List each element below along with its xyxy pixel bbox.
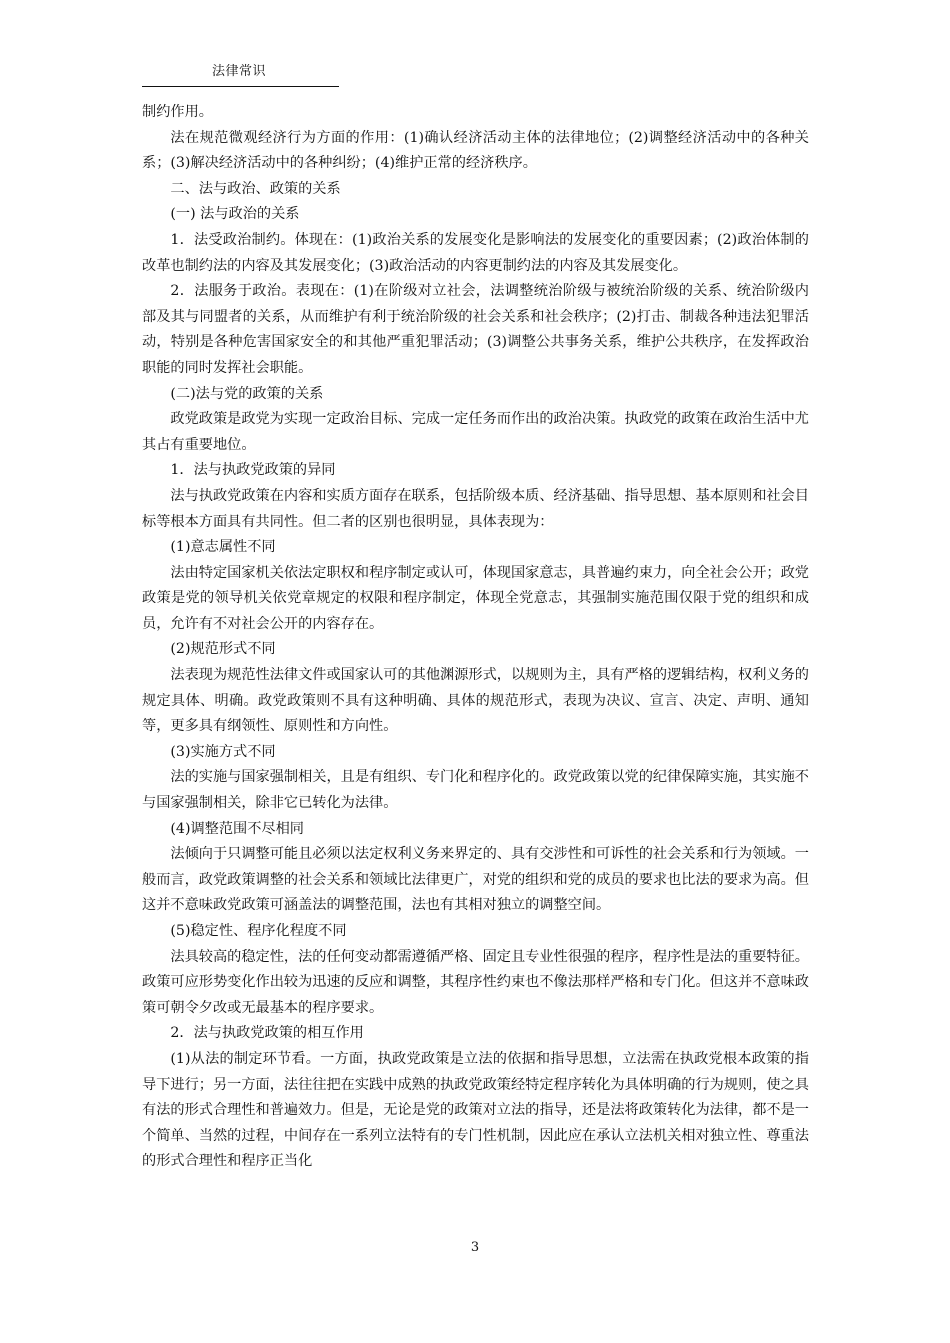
paragraph: (二)法与党的政策的关系 bbox=[170, 385, 324, 402]
paragraph: 法在规范微观经济行为方面的作用：(1)确认经济活动主体的法律地位；(2)调整经济活动中的各种关系；(3)解决经济活动中的各种纠纷；(4)维护正常的经济秩序。 bbox=[142, 129, 809, 172]
paragraph: 法由特定国家机关依法定职权和程序制定或认可，体现国家意志，具普遍约束力，向全社会公开；政党政策是党的领导机关依党章规定的权限和程序制定，体现全党意志，其强制实施范围仅限于党的组织和成员，允许有不对社会公开的内容存在。 bbox=[142, 564, 809, 632]
paragraph: (3)实施方式不同 bbox=[170, 743, 276, 760]
paragraph: 2．法与执政党政策的相互作用 bbox=[170, 1025, 364, 1042]
paragraph: 法具较高的稳定性，法的任何变动都需遵循严格、固定且专业性很强的程序，程序性是法的重要特征。政策可应形势变化作出较为迅速的反应和调整，其程序性约束也不像法那样严格和专门化。但这并不意味政策可朝令夕改或无最基本的程序要求。 bbox=[142, 948, 809, 1016]
paragraph: (1)从法的制定环节看。一方面，执政党政策是立法的依据和指导思想，立法需在执政党根本政策的指导下进行；另一方面，法往往把在实践中成熟的执政党政策经特定程序转化为具体明确的行为规则，使之具有法的形式合理性和普遍效力。但是，无论是党的政策对立法的指导，还是法将政策转化为法律，都不是一个简单、当然的过程，中间存在一系列立法特有的专门性机制，因此应在承认立法机关相对独立性、尊重法的形式合理性和程序正当化 bbox=[142, 1050, 809, 1170]
document-body bbox=[142, 100, 809, 1175]
paragraph: 政党政策是政党为实现一定政治目标、完成一定任务而作出的政治决策。执政党的政策在政治生活中尤其占有重要地位。 bbox=[142, 411, 809, 453]
page-number: 3 bbox=[470, 1240, 480, 1255]
paragraph: (2)规范形式不同 bbox=[170, 641, 276, 658]
paragraph: (5)稳定性、程序化程度不同 bbox=[170, 923, 347, 939]
paragraph: 1．法与执政党政策的异同 bbox=[170, 462, 336, 479]
page-header bbox=[142, 64, 339, 87]
paragraph: 二、法与政治、政策的关系 bbox=[170, 180, 341, 197]
paragraph: (一) 法与政治的关系 bbox=[170, 206, 300, 223]
paragraph: (4)调整范围不尽相同 bbox=[170, 820, 304, 837]
paragraph: 1．法受政治制约。体现在：(1)政治关系的发展变化是影响法的发展变化的重要因素；(2)政治体制的改革也制约法的内容及其发展变化；(3)政治活动的内容更制约法的内容及其发展变化。 bbox=[142, 231, 809, 274]
paragraph: 2．法服务于政治。表现在：(1)在阶级对立社会，法调整统治阶级与被统治阶级的关系、统治阶级内部及其与同盟者的关系，从而维护有利于统治阶级的社会关系和社会秩序；(2)打击、制裁各种违法犯罪活动，特别是各种危害国家安全的和其他严重犯罪活动；(3)调整公共事务关系，维护公共秩序，在发挥政治职能的同时发挥社会职能。 bbox=[142, 283, 809, 376]
header-title: 法律常识 bbox=[212, 64, 267, 79]
paragraph: 法表现为规范性法律文件或国家认可的其他渊源形式，以规则为主，具有严格的逻辑结构，权利义务的规定具体、明确。政党政策则不具有这种明确、具体的规范形式，表现为决议、宣言、决定、声明、通知等，更多具有纲领性、原则性和方向性。 bbox=[142, 667, 809, 735]
paragraph: 制约作用。 bbox=[142, 104, 213, 120]
paragraph: 法与执政党政策在内容和实质方面存在联系，包括阶级本质、经济基础、指导思想、基本原则和社会目标等根本方面具有共同性。但二者的区别也很明显，具体表现为： bbox=[142, 487, 809, 530]
paragraph: 法倾向于只调整可能且必须以法定权利义务来界定的、具有交涉性和可诉性的社会关系和行为领域。一般而言，政党政策调整的社会关系和领域比法律更广，对党的组织和党的成员的要求也比法的要求为高。但这并不意味政党政策可涵盖法的调整范围，法也有其相对独立的调整空间。 bbox=[142, 846, 809, 914]
paragraph: 法的实施与国家强制相关，且是有组织、专门化和程序化的。政党政策以党的纪律保障实施，其实施不与国家强制相关，除非它已转化为法律。 bbox=[142, 769, 809, 812]
paragraph: (1)意志属性不同 bbox=[170, 539, 276, 556]
